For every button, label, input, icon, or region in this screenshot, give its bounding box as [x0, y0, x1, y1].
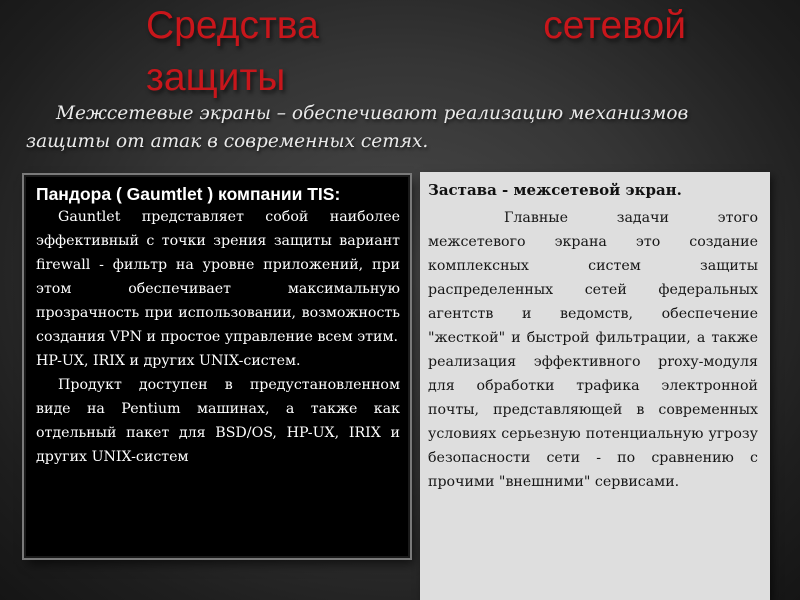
pandora-paragraph-unix: HP-UX, IRIX и других UNIX-систем. — [36, 353, 301, 369]
pandora-paragraph-gauntlet: Gauntlet представляет собой наиболее эффективный с точки зрения защиты вариант firewall - фильтр на уровне приложений, при этом обеспечивает максимальную прозрачность при использовании, возможность создания VPN и простое управление всем этим. — [36, 209, 400, 345]
slide-title-word-sredstva: Средства — [146, 4, 319, 47]
slide-subtitle: Межсетевые экраны – обеспечивают реализацию механизмов защиты от атак в современных сетях. — [26, 103, 689, 152]
zastava-text-box — [420, 172, 770, 600]
pandora-paragraph-product: Продукт доступен в предустановленном виде на Pentium машинах, а также как отдельный пакет для BSD/OS, HP-UX, IRIX и других UNIX-систем — [36, 377, 400, 465]
pandora-heading: Пандора ( Gaumtlet ) компании TIS: — [36, 184, 341, 204]
slide-title-line2: защиты — [146, 56, 286, 99]
pandora-text-box — [24, 175, 410, 558]
zastava-heading: Застава - межсетевой экран. — [428, 181, 682, 199]
zastava-paragraph: Главные задачи этого межсетевого экрана это создание комплексных систем защиты распределенных сетей федеральных агентств и ведомств, обеспечение "жесткой" и быстрой фильтрации, а также реализация эффективного proxy-модуля для обработки трафика электронной почты, представляющей в современных условиях серьезную потенциальную угрозу безопасности сети - по сравнению с прочими "внешними" сервисами. — [428, 210, 758, 490]
slide-title — [146, 0, 686, 104]
slide-title-word-setevoy: сетевой — [543, 4, 686, 47]
slide-title-line1 — [146, 0, 686, 52]
